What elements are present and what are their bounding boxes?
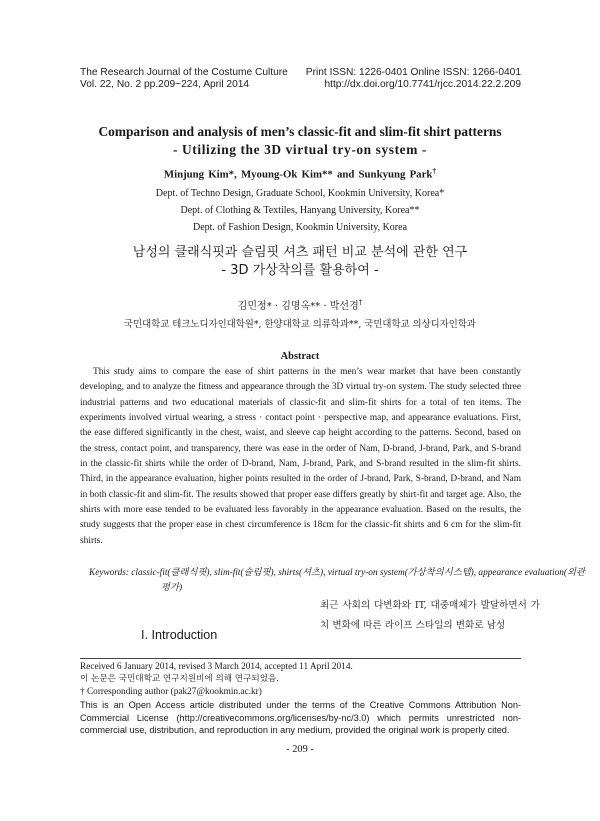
author-list <box>60 166 540 181</box>
journal-name: The Research Journal of the Costume Culture <box>80 67 288 78</box>
abstract-body: This study aims to compare the ease of shirt patterns in the men’s wear market that have been constantly developing, and to analyze the fitness and appearance through the 3D virtual try-on system. The study selected three industrial patterns and two educational materials of classic-fit and slim-fit shirts for a total of ten items. The experiments involved virtual wearing, a stress · contact point · perspective map, and appearance evaluations. First, the ease differed significantly in the chest, waist, and sleeve cap height according to the patterns. Second, based on the stress, contact point, and transparency, there was ease in the order of Nam, D-brand, J-brand, Park, and S-brand in the classic-fit shirts while the order of D-brand, Nam, J-brand, Park, and S-brand resulted in the slim-fit shirts. Third, in the appearance evaluation, higher points resulted in the order of J-brand, Park, S-brand, D-brand, and Nam in both classic-fit and slim-fit. The results showed that proper ease differs greatly by shirt-fit and target age. Also, the shirts with more ease tended to be evaluated less favorably in the appearance evaluation. Based on the results, the study suggests that the proper ease in chest circumference is 18cm for the classic-fit shirts and 6 cm for the slim-fit shirts. <box>80 367 521 546</box>
issn-header <box>306 67 521 91</box>
page-number: - 209 - <box>286 744 314 755</box>
korean-author-names: 김민정* · 김명옥** · 박선경 <box>237 301 359 312</box>
issn-line: Print ISSN: 1226-0401 Online ISSN: 1266-0401 <box>305 67 521 78</box>
license-note: This is an Open Access article distributed under the terms of the Creative Commons Attribution Non-Commercial License (http://creativecommons.org/licenses/by-nc/3.0) which permits unrestricted non-commercial use, distribution, and reproduction in any medium, provided the original work is properly cited. <box>80 700 521 735</box>
abstract-heading: Abstract <box>280 351 320 362</box>
footnote-divider <box>80 658 521 659</box>
intro-text-right-column: 최근 사회의 다변화와 IT, 대중매체가 발달하면서 가치 변화에 따른 라이프 스타일의 변화로 남성 <box>320 600 540 631</box>
paper-title-main: Comparison and analysis of men’s classic-fit and slim-fit shirt patterns <box>98 124 502 139</box>
korean-title-main: 남성의 클래식핏과 슬림핏 셔츠 패턴 비교 분석에 관한 연구 <box>132 245 468 260</box>
corresponding-author-note: † Corresponding author (pak27@kookmin.ac.kr) <box>80 687 262 697</box>
paper-subtitle: - Utilizing the 3D virtual try-on system - <box>173 142 427 157</box>
section-heading-introduction: I. Introduction <box>141 628 218 642</box>
doi-link[interactable]: http://dx.doi.org/10.7741/rjcc.2014.22.2.209 <box>324 79 521 90</box>
journal-header <box>80 67 288 91</box>
journal-volume: Vol. 22, No. 2 pp.209~224, April 2014 <box>80 79 250 90</box>
keywords: Keywords: classic-fit(클래식핏), slim-fit(슬림핏), shirts(셔츠), virtual try-on system(가상착의시스템), appearance evaluation(외관평가) <box>89 568 585 593</box>
korean-corresponding-mark: † <box>358 298 363 307</box>
korean-affiliation: 국민대학교 테크노디자인대학원*, 한양대학교 의류학과**, 국민대학교 의상디자인학과 <box>124 319 476 330</box>
received-dates: Received 6 January 2014, revised 3 March 2014, accepted 11 April 2014. <box>80 662 353 672</box>
korean-subtitle: - 3D 가상착의를 활용하여 - <box>221 263 379 278</box>
affiliation-2: Dept. of Clothing & Textiles, Hanyang University, Korea** <box>180 205 420 216</box>
affiliation-1: Dept. of Techno Design, Graduate School, Kookmin University, Korea* <box>155 188 445 199</box>
korean-title <box>60 244 540 280</box>
funding-note: 이 논문은 국민대학교 연구지원비에 의해 연구되었음. <box>80 674 280 684</box>
korean-authors <box>60 297 540 312</box>
affiliations <box>60 185 540 236</box>
affiliation-3: Dept. of Fashion Design, Kookmin University, Korea <box>192 222 408 233</box>
corresponding-mark: † <box>432 166 437 175</box>
author-names: Minjung Kim*, Myoung-Ok Kim** and Sunkyung Park <box>163 168 433 181</box>
paper-title <box>60 123 540 159</box>
